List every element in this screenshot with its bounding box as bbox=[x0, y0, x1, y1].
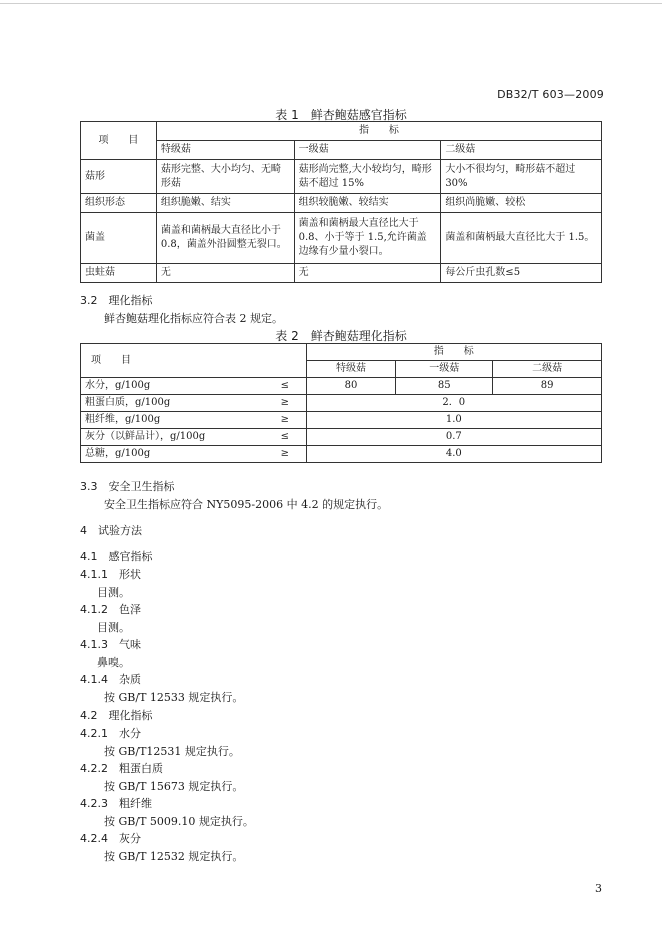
table1-cell: 菇形完整、大小均匀、无畸形菇 bbox=[156, 160, 294, 194]
table2-cell-item: 总糖，g/100g bbox=[81, 446, 265, 463]
table1-header-grade: 特级菇 bbox=[156, 141, 294, 160]
table-row bbox=[81, 264, 602, 283]
table2-physicochemical bbox=[80, 343, 602, 463]
table1-sensory bbox=[80, 121, 602, 283]
table2-cell: 89 bbox=[493, 378, 602, 395]
table2-cell: 4.0 bbox=[306, 446, 601, 463]
section-4-2-3-heading: 4.2.3 粗纤维 bbox=[80, 797, 152, 810]
table2-cell: 1.0 bbox=[306, 412, 601, 429]
table1-cell-item: 组织形态 bbox=[81, 194, 157, 213]
table2-cell-item: 粗纤维，g/100g bbox=[81, 412, 265, 429]
table2-cell-symbol: ≤ bbox=[264, 378, 306, 395]
table1-cell: 菇形尚完整,大小较均匀，畸形菇不超过 15% bbox=[294, 160, 441, 194]
section-3-3-text: 安全卫生指标应符合 NY5095-2006 中 4.2 的规定执行。 bbox=[104, 498, 389, 511]
section-4-2-heading: 4.2 理化指标 bbox=[80, 709, 153, 722]
table-row bbox=[81, 446, 602, 463]
section-4-1-1-heading: 4.1.1 形状 bbox=[80, 568, 141, 581]
table1-cell-item: 菇形 bbox=[81, 160, 157, 194]
table2-header-grade: 特级菇 bbox=[306, 361, 396, 378]
section-3-2-text: 鲜杏鲍菇理化指标应符合表 2 规定。 bbox=[104, 312, 283, 325]
section-4-1-4-text: 按 GB/T 12533 规定执行。 bbox=[104, 691, 244, 704]
section-4-1-4-heading: 4.1.4 杂质 bbox=[80, 673, 141, 686]
table-row bbox=[81, 194, 602, 213]
table2-cell: 0.7 bbox=[306, 429, 601, 446]
section-4-2-1-heading: 4.2.1 水分 bbox=[80, 727, 141, 740]
table2-header-grade: 一级菇 bbox=[396, 361, 493, 378]
table1-cell-item: 菌盖 bbox=[81, 213, 157, 264]
table2-header-item: 项 目 bbox=[81, 344, 307, 378]
table-row bbox=[81, 160, 602, 194]
table2-caption: 表 2 鲜杏鲍菇理化指标 bbox=[275, 329, 407, 343]
table-row bbox=[81, 213, 602, 264]
table-row bbox=[81, 395, 602, 412]
table1-cell: 无 bbox=[156, 264, 294, 283]
table2-header-grade: 二级菇 bbox=[493, 361, 602, 378]
table2-cell-symbol: ≥ bbox=[264, 412, 306, 429]
table2-cell-item: 水分，g/100g bbox=[81, 378, 265, 395]
section-4-1-2-text: 目测。 bbox=[97, 621, 130, 634]
section-4-heading: 4 试验方法 bbox=[80, 524, 142, 537]
table2-cell-item: 粗蛋白质，g/100g bbox=[81, 395, 265, 412]
table1-header-item: 项 目 bbox=[81, 122, 157, 160]
section-4-1-3-heading: 4.1.3 气味 bbox=[80, 638, 141, 651]
table1-header-indicator: 指 标 bbox=[156, 122, 601, 141]
table1-caption: 表 1 鲜杏鲍菇感官指标 bbox=[275, 108, 407, 122]
section-4-1-2-heading: 4.1.2 色泽 bbox=[80, 603, 141, 616]
table1-header-grade: 一级菇 bbox=[294, 141, 441, 160]
table1-cell: 组织尚脆嫩、较松 bbox=[441, 194, 602, 213]
table-row bbox=[81, 429, 602, 446]
section-4-2-2-text: 按 GB/T 15673 规定执行。 bbox=[104, 780, 244, 793]
section-4-2-4-heading: 4.2.4 灰分 bbox=[80, 832, 141, 845]
table1-header-grade: 二级菇 bbox=[441, 141, 602, 160]
table1-cell: 组织脆嫩、结实 bbox=[156, 194, 294, 213]
table1-cell: 菌盖和菌柄最大直径比大于 0.8、小于等于 1.5,允许菌盖边缘有少量小裂口。 bbox=[294, 213, 441, 264]
document-number: DB32/T 603—2009 bbox=[497, 88, 604, 101]
table2-cell-symbol: ≥ bbox=[264, 446, 306, 463]
table2-cell-item: 灰分（以鲜品计），g/100g bbox=[81, 429, 265, 446]
table2-cell: 80 bbox=[306, 378, 396, 395]
table1-cell: 大小不很均匀，畸形菇不超过 30% bbox=[441, 160, 602, 194]
table1-cell: 菌盖和菌柄最大直径比小于 0.8，菌盖外沿圆整无裂口。 bbox=[156, 213, 294, 264]
table1-cell: 组织较脆嫩、较结实 bbox=[294, 194, 441, 213]
table2-header-indicator: 指 标 bbox=[306, 344, 601, 361]
section-3-2-heading: 3.2 理化指标 bbox=[80, 294, 153, 307]
section-4-1-heading: 4.1 感官指标 bbox=[80, 550, 153, 563]
page-top-edge bbox=[0, 3, 662, 4]
table2-cell: 2．0 bbox=[306, 395, 601, 412]
section-4-2-3-text: 按 GB/T 5009.10 规定执行。 bbox=[104, 815, 254, 828]
table1-cell: 菌盖和菌柄最大直径比大于 1.5。 bbox=[441, 213, 602, 264]
table1-cell: 每公斤虫孔数≤5 bbox=[441, 264, 602, 283]
section-3-3-heading: 3.3 安全卫生指标 bbox=[80, 480, 175, 493]
table2-cell-symbol: ≥ bbox=[264, 395, 306, 412]
table-row bbox=[81, 378, 602, 395]
table1-cell: 无 bbox=[294, 264, 441, 283]
section-4-1-3-text: 鼻嗅。 bbox=[97, 656, 130, 669]
table2-cell-symbol: ≤ bbox=[264, 429, 306, 446]
table1-cell-item: 虫蛀菇 bbox=[81, 264, 157, 283]
section-4-1-1-text: 目测。 bbox=[97, 586, 130, 599]
section-4-2-4-text: 按 GB/T 12532 规定执行。 bbox=[104, 850, 244, 863]
table2-cell: 85 bbox=[396, 378, 493, 395]
section-4-2-2-heading: 4.2.2 粗蛋白质 bbox=[80, 762, 163, 775]
section-4-2-1-text: 按 GB/T12531 规定执行。 bbox=[104, 745, 240, 758]
page-number: 3 bbox=[595, 882, 602, 895]
table-row bbox=[81, 412, 602, 429]
